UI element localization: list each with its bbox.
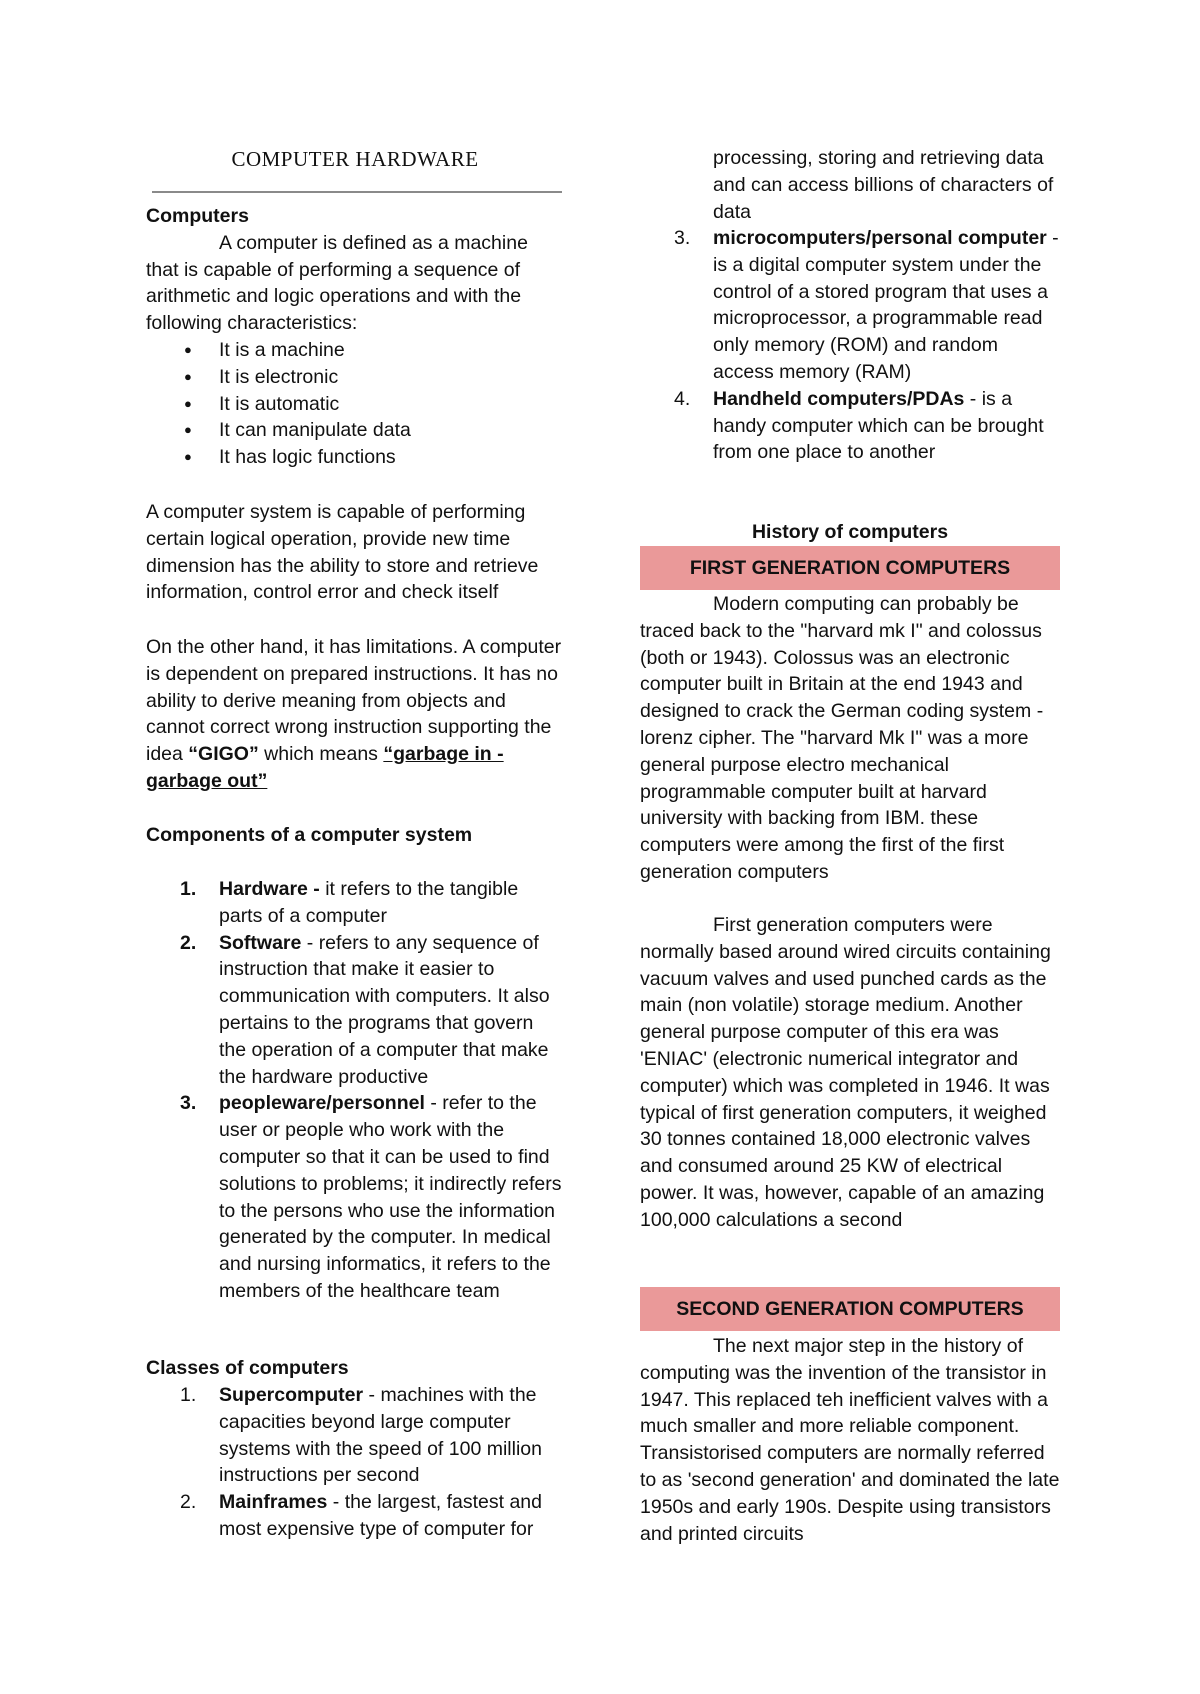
gigo-term: “GIGO” [188,743,259,766]
second-generation-paragraph-1: The next major step in the history of computing was the invention of the transistor in 1947. This replaced teh inefficient valves with a much smaller and more reliable component. Transistorised computers are normally referred to as 'second generation' and dominated the late 1950s and early 190s. Despite using transistors and printed circuits [640,1335,1060,1545]
computers-intro: A computer is defined as a machine that is capable of performing a sequence of arithmetic and logic operations and with the following characteristics: [146,231,528,335]
list-item: 3. microcomputers/personal computer - is a digital computer system under the control of a stored program that uses a microprocessor, a programmable read only memory (ROM) and random access memory (RAM) [674,227,1059,383]
classes-list [146,1382,564,1543]
computer-system-paragraph: A computer system is capable of performing certain logical operation, provide new time dimension has the ability to store and retrieve information, control error and check itself [146,501,539,604]
mainframes-continuation: processing, storing and retrieving data and can access billions of characters of data [713,147,1054,223]
classes-heading: Classes of computers [146,1357,349,1379]
classes-list-continued [640,225,1060,466]
first-generation-paragraph-2: First generation computers were normally based around wired circuits containing vacuum valves and used punched cards as the main (non volatile) storage medium. Another general purpose computer of this era was 'ENIAC' (electronic numerical integrator and computer) which was completed in 1946. It was typical of first generation computers, it weighed 30 tonnes contained 18,000 electronic valves and consumed around 25 KW of electrical power. It was, however, capable of an amazing 100,000 calculations a second [640,914,1051,1231]
list-item: ● It is electronic [146,364,564,391]
list-item: 1. Supercomputer - machines with the capacities beyond large computer systems with the speed of 100 million instructions per second [180,1384,542,1487]
title-underline [152,191,562,193]
limitations-paragraph: On the other hand, it has limitations. A computer is dependent on prepared instructions. It has no ability to derive meaning from objects and cannot correct wrong instruction supporting the idea “GIGO” which means “garbage in - garbage out” [146,636,562,792]
components-heading: Components of a computer system [146,824,473,846]
first-generation-paragraph-1: Modern computing can probably be traced back to the "harvard mk I" and colossus (both or 1943). Colossus was an electronic computer built in Britain at the end 1943 and designed to crack the German coding system - lorenz cipher. The "harvard Mk I" was a more general purpose electro mechanical programmable computer built at harvard university with backing from IBM. these computers were among the first of the first generation computers [640,593,1044,883]
characteristics-list [146,337,564,471]
computers-heading: Computers [146,205,249,227]
second-generation-banner: SECOND GENERATION COMPUTERS [640,1287,1060,1331]
list-item: ● It can manipulate data [146,417,564,444]
page-title: COMPUTER HARDWARE [231,147,479,171]
list-item: 2. Mainframes - the largest, fastest and most expensive type of computer for [180,1491,542,1540]
list-item: ● It is a machine [146,337,564,364]
history-heading: History of computers [751,521,949,543]
list-item: ● It is automatic [146,391,564,418]
list-item: 4. Handheld computers/PDAs - is a handy computer which can be brought from one place to another [674,387,1044,464]
list-item: 2. Software - refers to any sequence of instruction that make it easier to communication with computers. It also pertains to the programs that govern the operation of a computer that make the hardware productive [180,931,550,1088]
first-generation-banner: FIRST GENERATION COMPUTERS [640,546,1060,590]
list-item: 3. peopleware/personnel - refer to the user or people who work with the computer so that it can be used to find solutions to problems; it indirectly refers to the persons who use the information generated by the computer. In medical and nursing informatics, it refers to the members of the healthcare team [180,1092,562,1302]
list-item: ● It has logic functions [146,444,564,471]
garbage-in-out-term: “garbage in - garbage out” [146,743,504,792]
list-item: 1. Hardware - it refers to the tangible parts of a computer [180,878,519,927]
components-list [146,876,564,1305]
computers-section [146,203,564,471]
